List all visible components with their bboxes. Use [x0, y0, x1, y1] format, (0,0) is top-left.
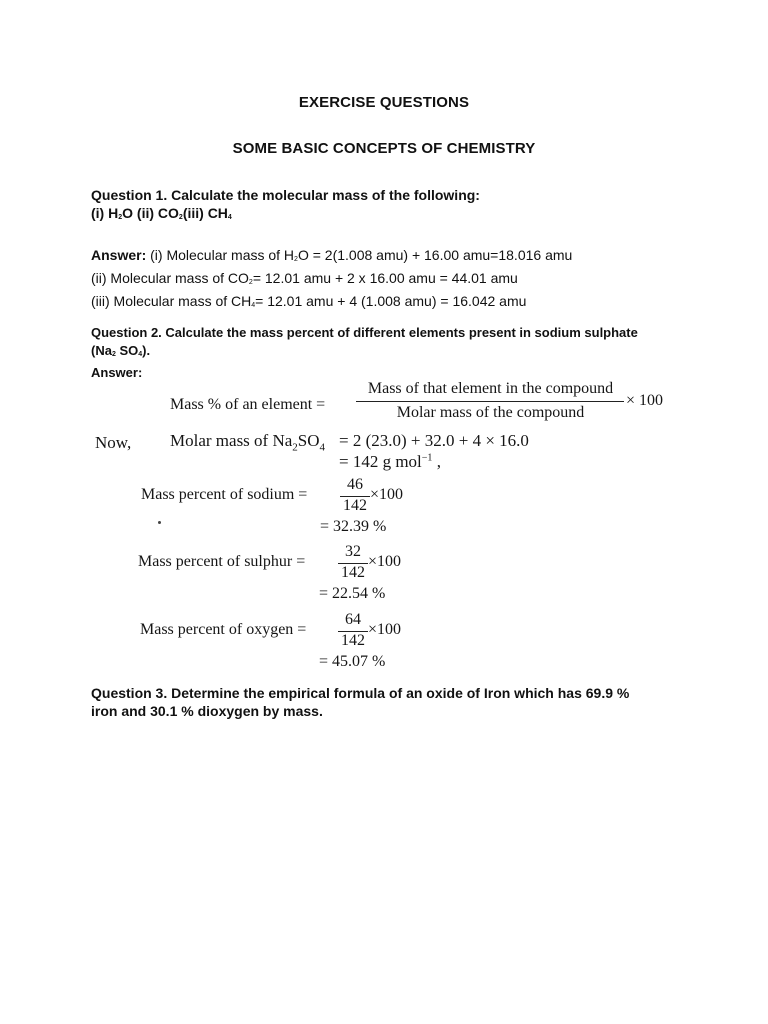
sulphur-denominator: 142 — [341, 564, 365, 581]
sodium-times: ×100 — [370, 486, 404, 503]
answer-1-line-1-sub: 2 — [294, 256, 298, 263]
molar-mass-result-tail: , — [432, 452, 441, 471]
page-subtitle: SOME BASIC CONCEPTS OF CHEMISTRY — [232, 140, 536, 157]
answer-1-line-3-b: = 12.01 amu + 4 (1.008 amu) = 16.042 amu — [255, 293, 527, 309]
sodium-result: = 32.39 % — [320, 518, 387, 535]
question-1 — [91, 186, 691, 227]
molar-mass-result — [339, 452, 441, 472]
molar-mass-lhs — [170, 431, 325, 453]
molar-mass-lhs-sub1: 2 — [292, 441, 298, 454]
oxygen-lhs: Mass percent of oxygen = — [140, 621, 307, 638]
q1-part-c: (iii) CH — [182, 205, 228, 221]
question-1-parts — [91, 204, 691, 227]
question-2 — [91, 324, 711, 382]
q2-formula-a: (Na — [91, 343, 112, 358]
scan-speck — [158, 521, 161, 524]
answer-2-label: Answer: — [91, 365, 143, 380]
q2-formula-sub1: 2 — [111, 351, 116, 358]
oxygen-result: = 45.07 % — [319, 653, 386, 670]
question-1-text: Question 1. Calculate the molecular mass of the following: — [91, 187, 480, 203]
question-3-line-2: iron and 30.1 % dioxygen by mass. — [91, 703, 323, 719]
molar-mass-result-sup: −1 — [421, 452, 433, 464]
sulphur-lhs: Mass percent of sulphur = — [138, 553, 306, 570]
sodium-lhs: Mass percent of sodium = — [141, 486, 308, 503]
q1-part-c-sub: 4 — [227, 214, 232, 221]
answer-1-line-2-b: = 12.01 amu + 2 x 16.00 amu = 44.01 amu — [252, 270, 518, 286]
mass-percent-numerator: Mass of that element in the compound — [367, 380, 614, 397]
molar-mass-lhs-b: SO — [297, 431, 320, 450]
sulphur-numerator: 32 — [345, 543, 361, 560]
mass-percent-times: × 100 — [626, 392, 664, 409]
answer-1-line-2-a: (ii) Molecular mass of CO — [91, 270, 249, 286]
answer-1-line-1 — [91, 246, 691, 269]
mass-percent-lhs: Mass % of an element = — [170, 396, 326, 413]
sulphur-result: = 22.54 % — [319, 585, 386, 602]
oxygen-denominator: 142 — [341, 632, 365, 649]
answer-1-line-2 — [91, 269, 691, 292]
oxygen-numerator: 64 — [345, 611, 361, 628]
molar-mass-result-value: = 142 g mol — [339, 452, 422, 471]
q1-part-a-sub: 2 — [118, 214, 123, 221]
question-3-line-1: Question 3. Determine the empirical formula of an oxide of Iron which has 69.9 % — [91, 685, 630, 701]
answer-1-label: Answer: — [91, 247, 147, 263]
sodium-denominator: 142 — [343, 497, 367, 514]
mass-percent-denominator: Molar mass of the compound — [396, 404, 585, 421]
answer-1-line-3 — [91, 292, 691, 315]
question-3 — [91, 684, 711, 720]
q1-part-b-sub: 2 — [178, 214, 183, 221]
question-2-formula — [91, 342, 711, 364]
page-title: EXERCISE QUESTIONS — [298, 94, 470, 111]
molar-mass-lhs-a: Molar mass of Na — [170, 431, 293, 450]
sodium-numerator: 46 — [347, 476, 363, 493]
oxygen-times: ×100 — [368, 621, 402, 638]
mass-percent-fraction-bar — [356, 401, 624, 402]
molar-mass-lhs-sub2: 4 — [319, 441, 326, 454]
answer-1 — [91, 246, 691, 315]
q2-formula-sub2: 4 — [138, 351, 143, 358]
q1-part-b: O (ii) CO — [122, 205, 179, 221]
answer-1-line-1-b: O = 2(1.008 amu) + 16.00 amu=18.016 amu — [297, 247, 573, 263]
q1-part-a: (i) H — [91, 205, 119, 221]
sulphur-times: ×100 — [368, 553, 402, 570]
answer-1-line-3-a: (iii) Molecular mass of CH — [91, 293, 252, 309]
q2-formula-c: ). — [142, 343, 151, 358]
now-label: Now, — [95, 433, 132, 452]
q2-formula-b: SO — [115, 343, 139, 358]
answer-1-line-1-a: (i) Molecular mass of H — [146, 247, 295, 263]
molar-mass-rhs: = 2 (23.0) + 32.0 + 4 × 16.0 — [339, 431, 529, 450]
answer-1-line-3-sub: 4 — [251, 302, 256, 309]
question-2-text: Question 2. Calculate the mass percent of different elements present in sodium sulphate — [91, 325, 638, 340]
answer-1-line-2-sub: 2 — [248, 279, 253, 286]
